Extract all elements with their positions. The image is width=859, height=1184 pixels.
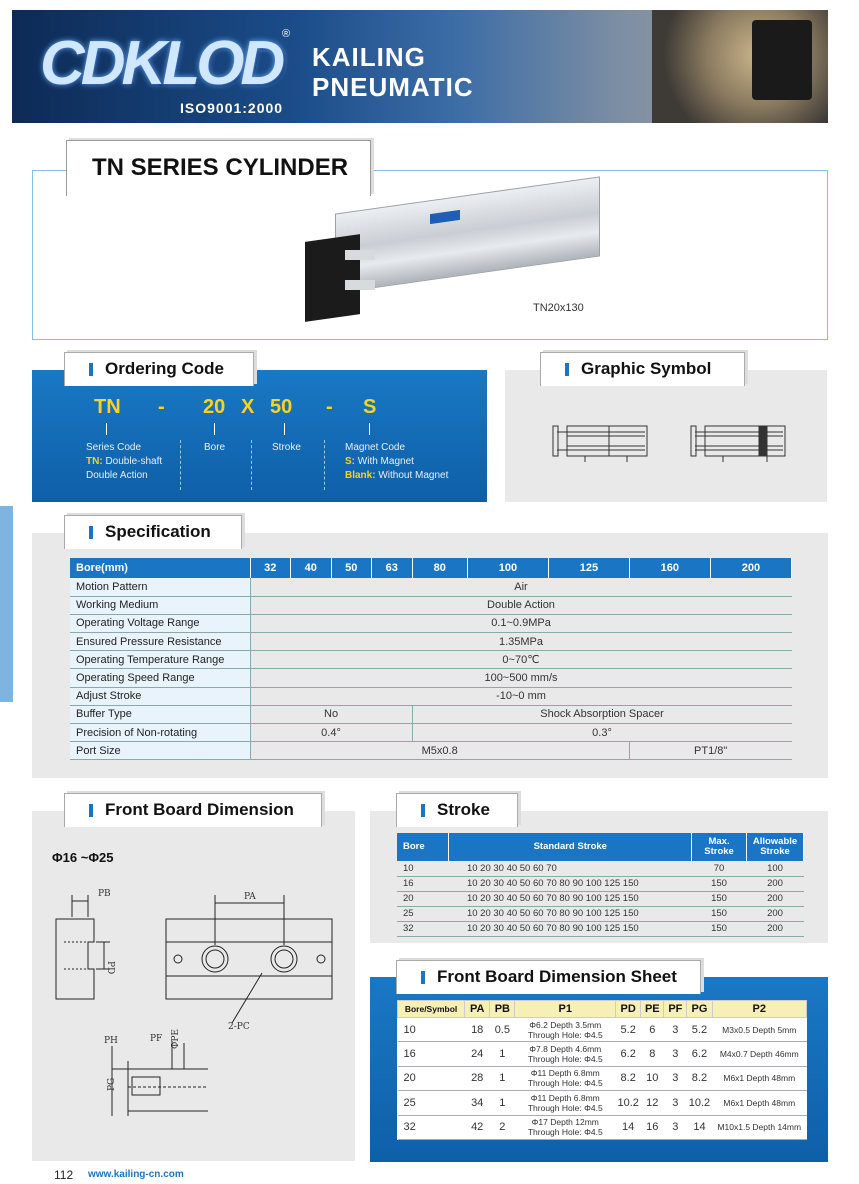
row-label: Operating Temperature Range xyxy=(70,651,250,669)
table-row xyxy=(70,669,792,687)
stroke-legend: Stroke xyxy=(272,442,301,453)
table-header-row xyxy=(70,558,792,578)
code-pointer-line xyxy=(106,423,107,435)
tab-marker-icon xyxy=(421,804,425,817)
tab-marker-icon xyxy=(421,971,425,984)
row-value: Double Action xyxy=(250,596,792,614)
row-label: Operating Voltage Range xyxy=(70,614,250,632)
row-value: Shock Absorption Spacer xyxy=(412,705,791,723)
tab-marker-icon xyxy=(89,363,93,376)
row-value: No xyxy=(250,705,412,723)
row-label: Adjust Stroke xyxy=(70,687,250,705)
table-header: PG xyxy=(687,1001,712,1018)
row-value: PT1/8" xyxy=(629,742,791,760)
code-pointer-line xyxy=(284,423,285,435)
table-row: 32 42 2 Φ17 Depth 12mm Through Hole: Φ4.5 14 16 3 14 M10x1.5 Depth 14mm xyxy=(398,1115,807,1139)
table-header: PE xyxy=(641,1001,664,1018)
product-caption: TN20x130 xyxy=(533,302,584,314)
cylinder-rod-image xyxy=(345,250,375,260)
table-row xyxy=(70,633,792,651)
table-row: 25 34 1 Φ11 Depth 6.8mm Through Hole: Φ4.5 10.2 12 3 10.2 M6x1 Depth 48mm xyxy=(398,1091,807,1115)
divider xyxy=(251,440,252,490)
table-row xyxy=(70,724,792,742)
code-series: TN xyxy=(94,396,121,418)
row-value: 100~500 mm/s xyxy=(250,669,792,687)
row-label: Operating Speed Range xyxy=(70,669,250,687)
valve-actuator-photo xyxy=(752,20,812,100)
stroke-tab xyxy=(396,793,518,827)
page-title: TN SERIES CYLINDER xyxy=(92,154,349,181)
dim-pe-label: ΦPE xyxy=(171,1028,181,1049)
table-header: 63 xyxy=(372,558,413,578)
row-label: Precision of Non-rotating xyxy=(70,724,250,742)
row-value: -10~0 mm xyxy=(250,687,792,705)
company-logo: CDKLOD xyxy=(40,29,282,98)
code-stroke: 50 xyxy=(270,396,293,418)
table-header: Bore(mm) xyxy=(70,558,250,578)
table-header: Bore xyxy=(397,833,449,861)
table-header: Allowable Stroke xyxy=(747,833,804,861)
dim-pf-label: PF xyxy=(150,1034,163,1044)
row-label: Buffer Type xyxy=(70,705,250,723)
dimension-sheet-tab xyxy=(396,960,701,994)
tab-marker-icon xyxy=(89,526,93,539)
row-label: Motion Pattern xyxy=(70,578,250,596)
iso-certification: ISO9001:2000 xyxy=(180,100,284,116)
table-row xyxy=(70,614,792,632)
graphic-symbol-panel xyxy=(505,370,827,502)
table-row: 16 24 1 Φ7.8 Depth 4.6mm Through Hole: Φ4.5 6.2 8 3 6.2 M4x0.7 Depth 46mm xyxy=(398,1042,807,1066)
table-row: 20 28 1 Φ11 Depth 6.8mm Through Hole: Φ4.5 8.2 10 3 8.2 M6x1 Depth 48mm xyxy=(398,1066,807,1090)
table-header: PD xyxy=(616,1001,641,1018)
code-pointer-line xyxy=(369,423,370,435)
table-header: 125 xyxy=(548,558,629,578)
stroke-heading: Stroke xyxy=(437,800,490,819)
front-board-tab xyxy=(64,793,322,827)
divider xyxy=(180,440,181,490)
bore-legend: Bore xyxy=(204,442,226,453)
dim-pc-label: 2-PC xyxy=(228,1022,250,1032)
specification-heading: Specification xyxy=(105,522,211,541)
code-pointer-line xyxy=(214,423,215,435)
ordering-code-heading: Ordering Code xyxy=(105,359,225,378)
code-magnet: S xyxy=(363,396,377,418)
table-header: Bore/Symbol xyxy=(398,1001,465,1018)
code-x: X xyxy=(241,396,255,418)
stroke-table xyxy=(397,833,804,937)
side-stripe xyxy=(0,506,13,702)
cylinder-rod-image xyxy=(345,280,375,290)
table-row xyxy=(70,742,792,760)
registered-mark: ® xyxy=(282,28,291,40)
code-dash: - xyxy=(158,396,165,418)
table-header: PA xyxy=(465,1001,490,1018)
graphic-symbol-heading: Graphic Symbol xyxy=(581,359,712,378)
front-board-subtitle: Φ16 ~Φ25 xyxy=(52,850,114,865)
brand-name-line2: PNEUMATIC xyxy=(312,72,474,102)
dim-pg-label: PG xyxy=(107,1077,117,1091)
cylinder-front-plate-image xyxy=(305,234,360,322)
tab-marker-icon xyxy=(565,363,569,376)
row-label: Ensured Pressure Resistance xyxy=(70,633,250,651)
dim-pd-label: PD xyxy=(105,961,115,975)
table-row: 20 10 20 30 40 50 60 70 80 90 100 125 150 150 200 xyxy=(397,891,804,906)
table-row: 10 18 0.5 Φ6.2 Depth 3.5mm Through Hole: Φ4.5 5.2 6 3 5.2 M3x0.5 Depth 5mm xyxy=(398,1018,807,1042)
symbol-without-magnet xyxy=(553,426,647,462)
table-row xyxy=(70,651,792,669)
table-row: 32 10 20 30 40 50 60 70 80 90 100 125 150 150 200 xyxy=(397,921,804,936)
table-row xyxy=(70,578,792,596)
front-board-heading: Front Board Dimension xyxy=(105,800,294,819)
row-value: 1.35MPa xyxy=(250,633,792,651)
table-header: 50 xyxy=(331,558,372,578)
row-value: 0.3° xyxy=(412,724,791,742)
table-row xyxy=(70,705,792,723)
row-label: Port Size xyxy=(70,742,250,760)
code-dash: - xyxy=(326,396,333,418)
table-header: 160 xyxy=(629,558,710,578)
row-value: Air xyxy=(250,578,792,596)
tab-marker-icon xyxy=(89,804,93,817)
table-row: 25 10 20 30 40 50 60 70 80 90 100 125 150 150 200 xyxy=(397,906,804,921)
page-number: 112 xyxy=(54,1168,74,1182)
brand-name-line1: KAILING xyxy=(312,42,426,72)
table-header-row xyxy=(398,1001,807,1018)
row-value: M5x0.8 xyxy=(250,742,629,760)
table-header: Standard Stroke xyxy=(449,833,692,861)
dimension-sheet-table xyxy=(397,1000,807,1140)
table-header: 200 xyxy=(710,558,791,578)
ordering-code-tab xyxy=(64,352,254,386)
dim-ph-label: PH xyxy=(104,1036,118,1046)
website-link[interactable]: www.kailing-cn.com xyxy=(88,1169,184,1180)
table-header-row xyxy=(397,833,804,861)
table-row xyxy=(70,687,792,705)
row-label: Working Medium xyxy=(70,596,250,614)
table-row xyxy=(70,596,792,614)
dim-pa-label: PA xyxy=(244,892,256,902)
table-header: PB xyxy=(490,1001,515,1018)
table-header: P1 xyxy=(515,1001,616,1018)
table-header: 100 xyxy=(467,558,548,578)
row-value: 0~70℃ xyxy=(250,651,792,669)
cylinder-symbols xyxy=(505,370,827,502)
divider xyxy=(324,440,325,490)
table-header: 40 xyxy=(291,558,332,578)
dimension-sheet-heading: Front Board Dimension Sheet xyxy=(437,967,677,986)
table-header: PF xyxy=(664,1001,687,1018)
magnet-code-legend: Magnet Code S: With Magnet Blank: Without Magnet xyxy=(345,442,449,481)
graphic-symbol-tab xyxy=(540,352,745,386)
table-header: 32 xyxy=(250,558,291,578)
specification-table xyxy=(70,558,792,760)
table-header: 80 xyxy=(412,558,467,578)
header-banner xyxy=(12,10,828,123)
symbol-with-magnet xyxy=(691,426,785,462)
code-bore: 20 xyxy=(203,396,226,418)
dim-pb-label: PB xyxy=(98,889,111,899)
table-header: Max. Stroke xyxy=(692,833,747,861)
table-header: P2 xyxy=(712,1001,806,1018)
specification-tab xyxy=(64,515,242,549)
series-code-legend: Series Code TN: Double-shaft Double Action xyxy=(86,442,163,481)
table-row: 16 10 20 30 40 50 60 70 80 90 100 125 150 150 200 xyxy=(397,876,804,891)
table-row: 10 10 20 30 40 50 60 70 70 100 xyxy=(397,861,804,876)
row-value: 0.1~0.9MPa xyxy=(250,614,792,632)
row-value: 0.4° xyxy=(250,724,412,742)
